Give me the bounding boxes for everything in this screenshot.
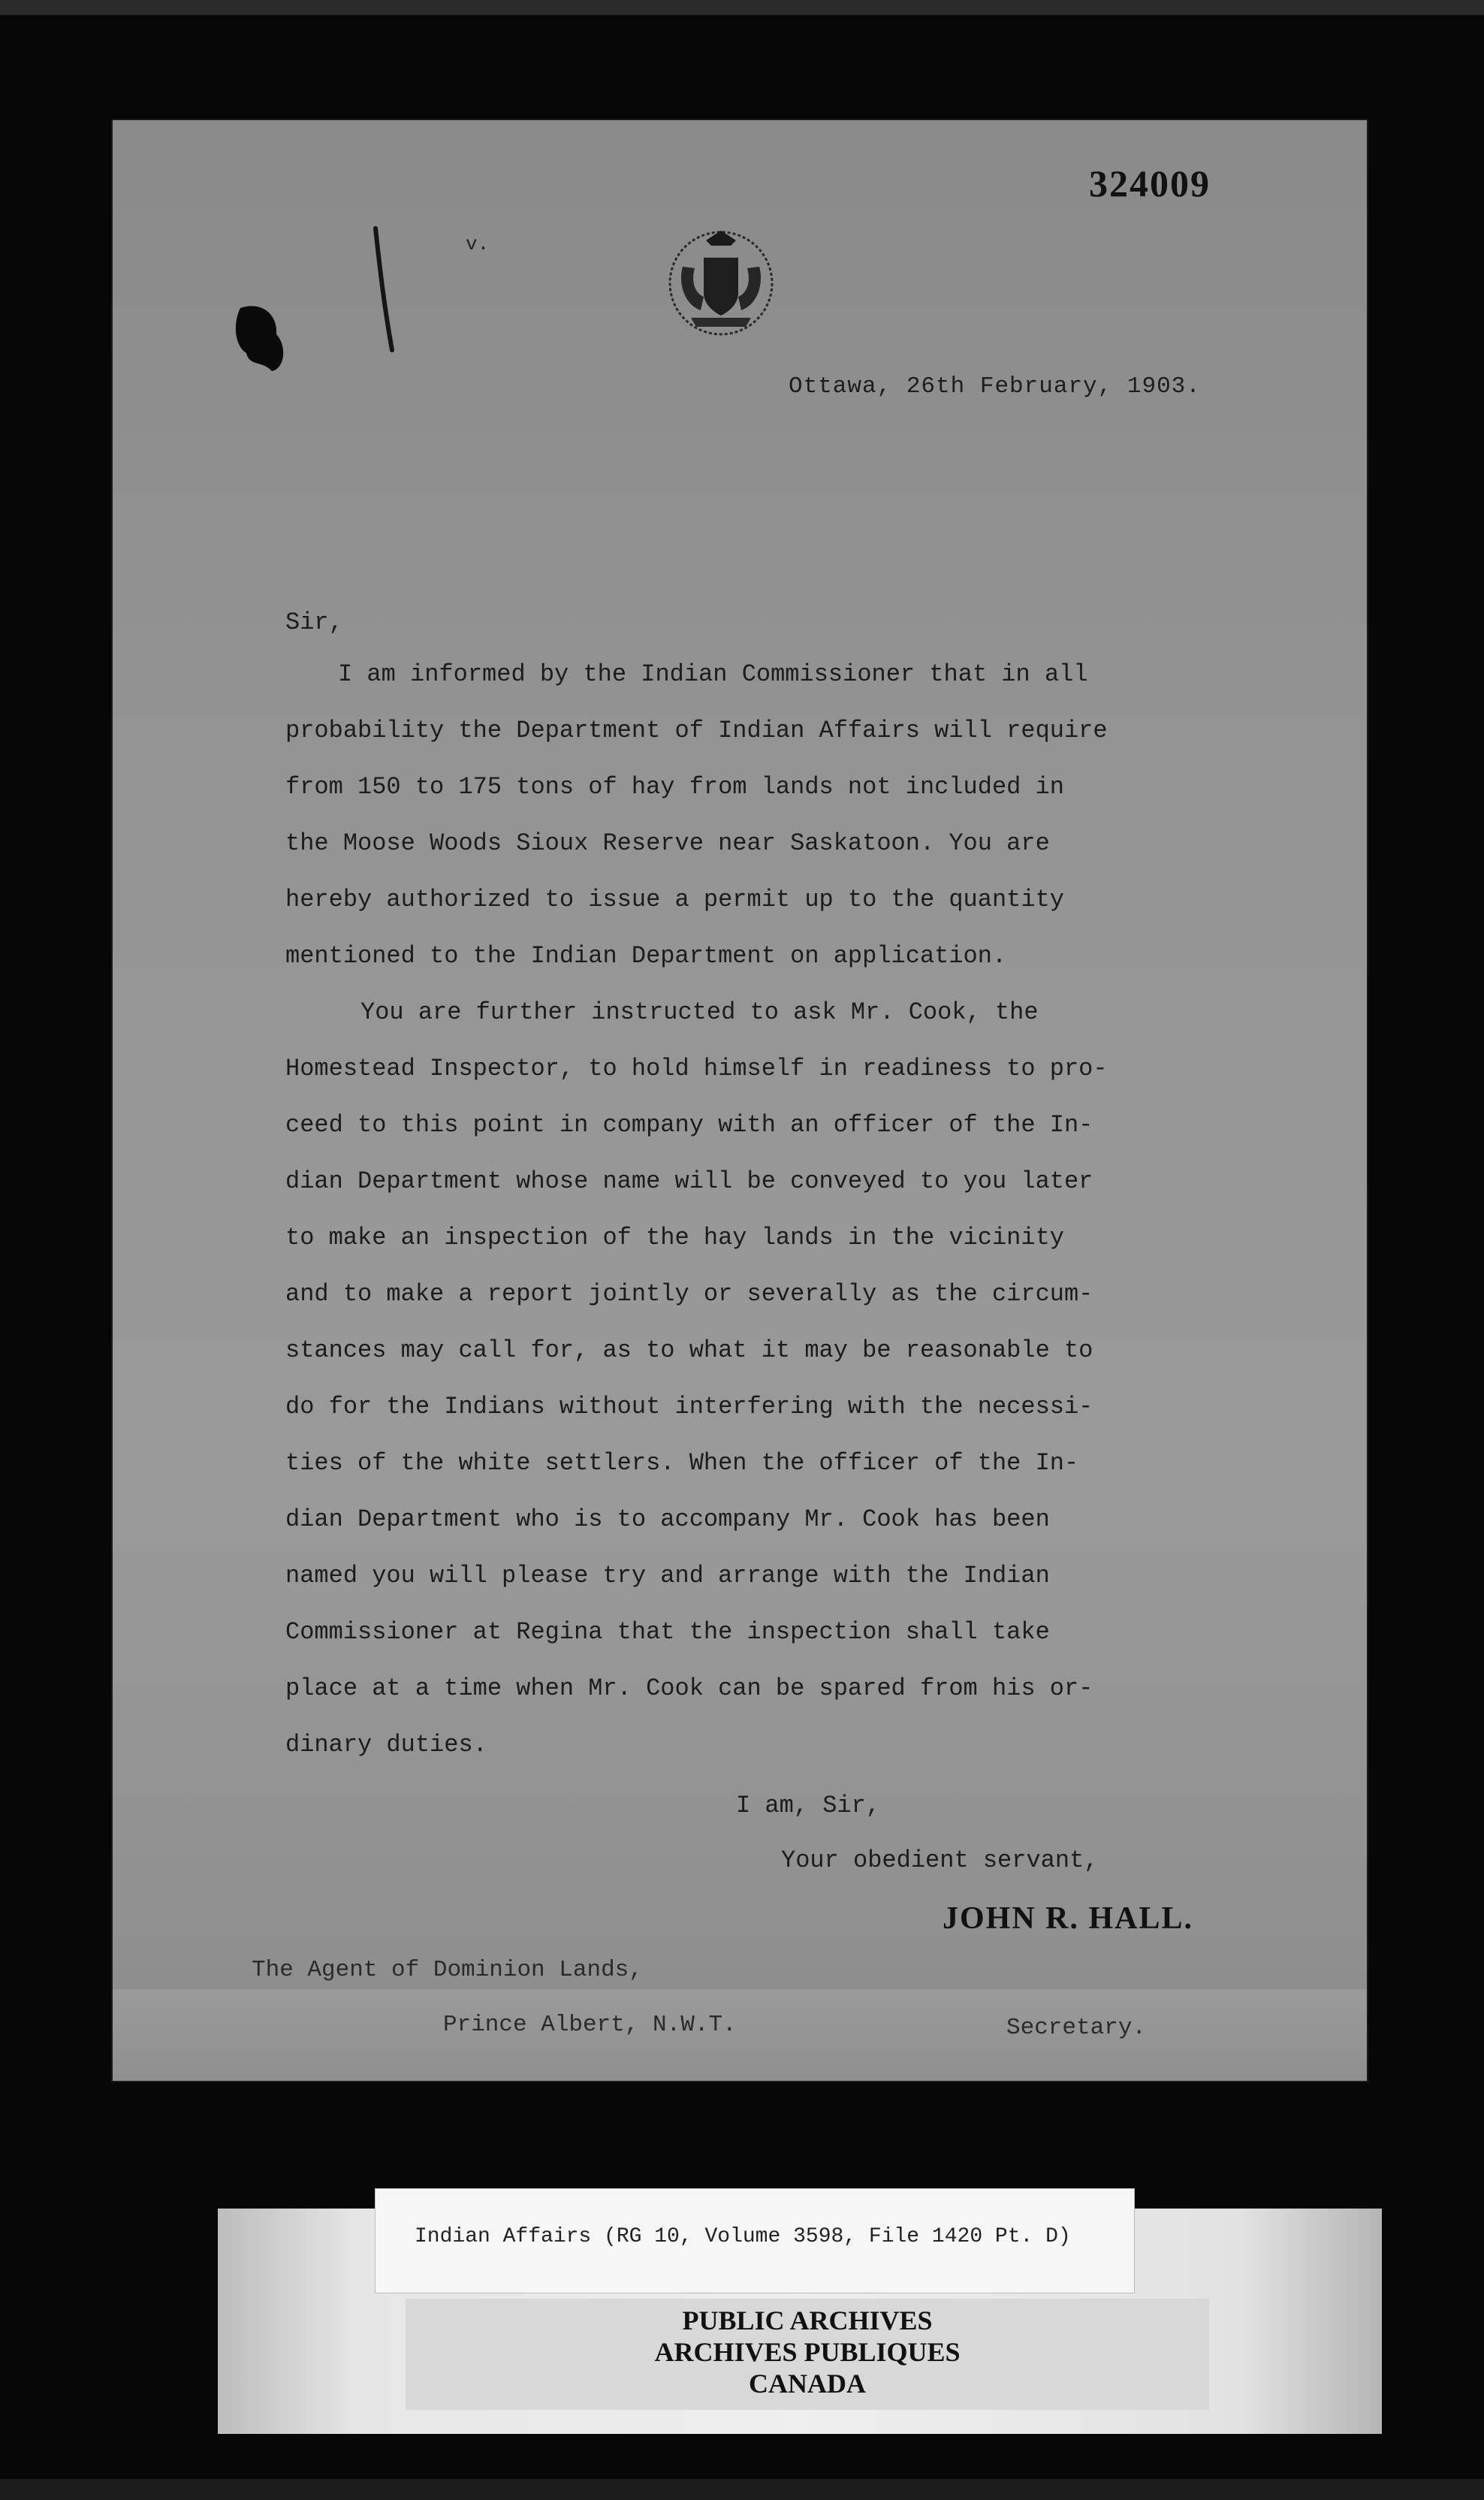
paragraph-2-line: to make an inspection of the hay lands in the vicinity	[285, 1224, 1064, 1252]
letter-page	[113, 120, 1367, 2081]
paragraph-1-line: the Moose Woods Sioux Reserve near Saskatoon. You are	[285, 829, 1050, 857]
paragraph-2-line: Commissioner at Regina that the inspection shall take	[285, 1618, 1050, 1646]
stamp-line-2: ARCHIVES PUBLIQUES	[654, 2337, 961, 2367]
stamp-line-1: PUBLIC ARCHIVES	[682, 2305, 933, 2335]
film-edge-top	[0, 0, 1484, 15]
archive-reference-label	[376, 2189, 1134, 2293]
paragraph-1-line: hereby authorized to issue a permit up to the quantity	[285, 886, 1064, 913]
paragraph-2-line: dian Department who is to accompany Mr. Cook has been	[285, 1505, 1050, 1533]
paragraph-2-line: Homestead Inspector, to hold himself in readiness to pro-	[285, 1055, 1108, 1082]
date-line: Ottawa, 26th February, 1903.	[789, 373, 1201, 400]
addressee-line-1: The Agent of Dominion Lands,	[252, 1957, 643, 1983]
paragraph-2-line: dinary duties.	[285, 1731, 487, 1759]
paragraph-2-line: dian Department whose name will be conveyed to you later	[285, 1167, 1093, 1195]
paragraph-2-line: ceed to this point in company with an officer of the In-	[285, 1111, 1093, 1139]
paragraph-2	[285, 984, 1292, 1773]
salutation: Sir,	[285, 608, 343, 636]
ink-smudge	[233, 300, 293, 376]
closing-line: I am, Sir,	[736, 1792, 881, 1819]
signatory-title: Secretary.	[1006, 2015, 1147, 2041]
stamp-line-3: CANADA	[749, 2369, 866, 2399]
paragraph-1-line: from 150 to 175 tons of hay from lands not included in	[285, 773, 1064, 801]
paragraph-1-line: probability the Department of Indian Affairs will require	[285, 717, 1108, 744]
closing-valediction: Your obedient servant,	[781, 1846, 1099, 1874]
signature: JOHN R. HALL.	[943, 1901, 1194, 1936]
archive-reference-text: Indian Affairs (RG 10, Volume 3598, File 1420 Pt. D)	[415, 2225, 1071, 2248]
paragraph-1	[285, 646, 1292, 984]
paragraph-2-line: ties of the white settlers. When the officer of the In-	[285, 1449, 1079, 1477]
paragraph-1-line: mentioned to the Indian Department on application.	[285, 942, 1007, 970]
paragraph-2-line: and to make a report jointly or severally as the circum-	[285, 1280, 1093, 1308]
paragraph-2-line: named you will please try and arrange with the Indian	[285, 1562, 1050, 1590]
paragraph-2-line: You are further instructed to ask Mr. Cook, the	[360, 998, 1039, 1026]
pen-stroke-mark	[373, 225, 395, 353]
letter-fold-strip	[113, 1989, 1367, 2081]
paragraph-2-line: stances may call for, as to what it may be reasonable to	[285, 1336, 1093, 1364]
film-edge-bottom	[0, 2479, 1484, 2500]
archives-stamp	[406, 2299, 1209, 2410]
paragraph-1-line: I am informed by the Indian Commissioner that in all	[338, 660, 1088, 688]
addressee-line-2: Prince Albert, N.W.T.	[443, 2012, 737, 2038]
paragraph-2-line: do for the Indians without interfering with the necessi-	[285, 1393, 1093, 1421]
document-number: 324009	[1089, 162, 1211, 204]
paragraph-2-line: place at a time when Mr. Cook can be spared from his or-	[285, 1674, 1093, 1702]
department-crest-icon	[665, 222, 777, 346]
margin-mark: v.	[466, 233, 490, 255]
